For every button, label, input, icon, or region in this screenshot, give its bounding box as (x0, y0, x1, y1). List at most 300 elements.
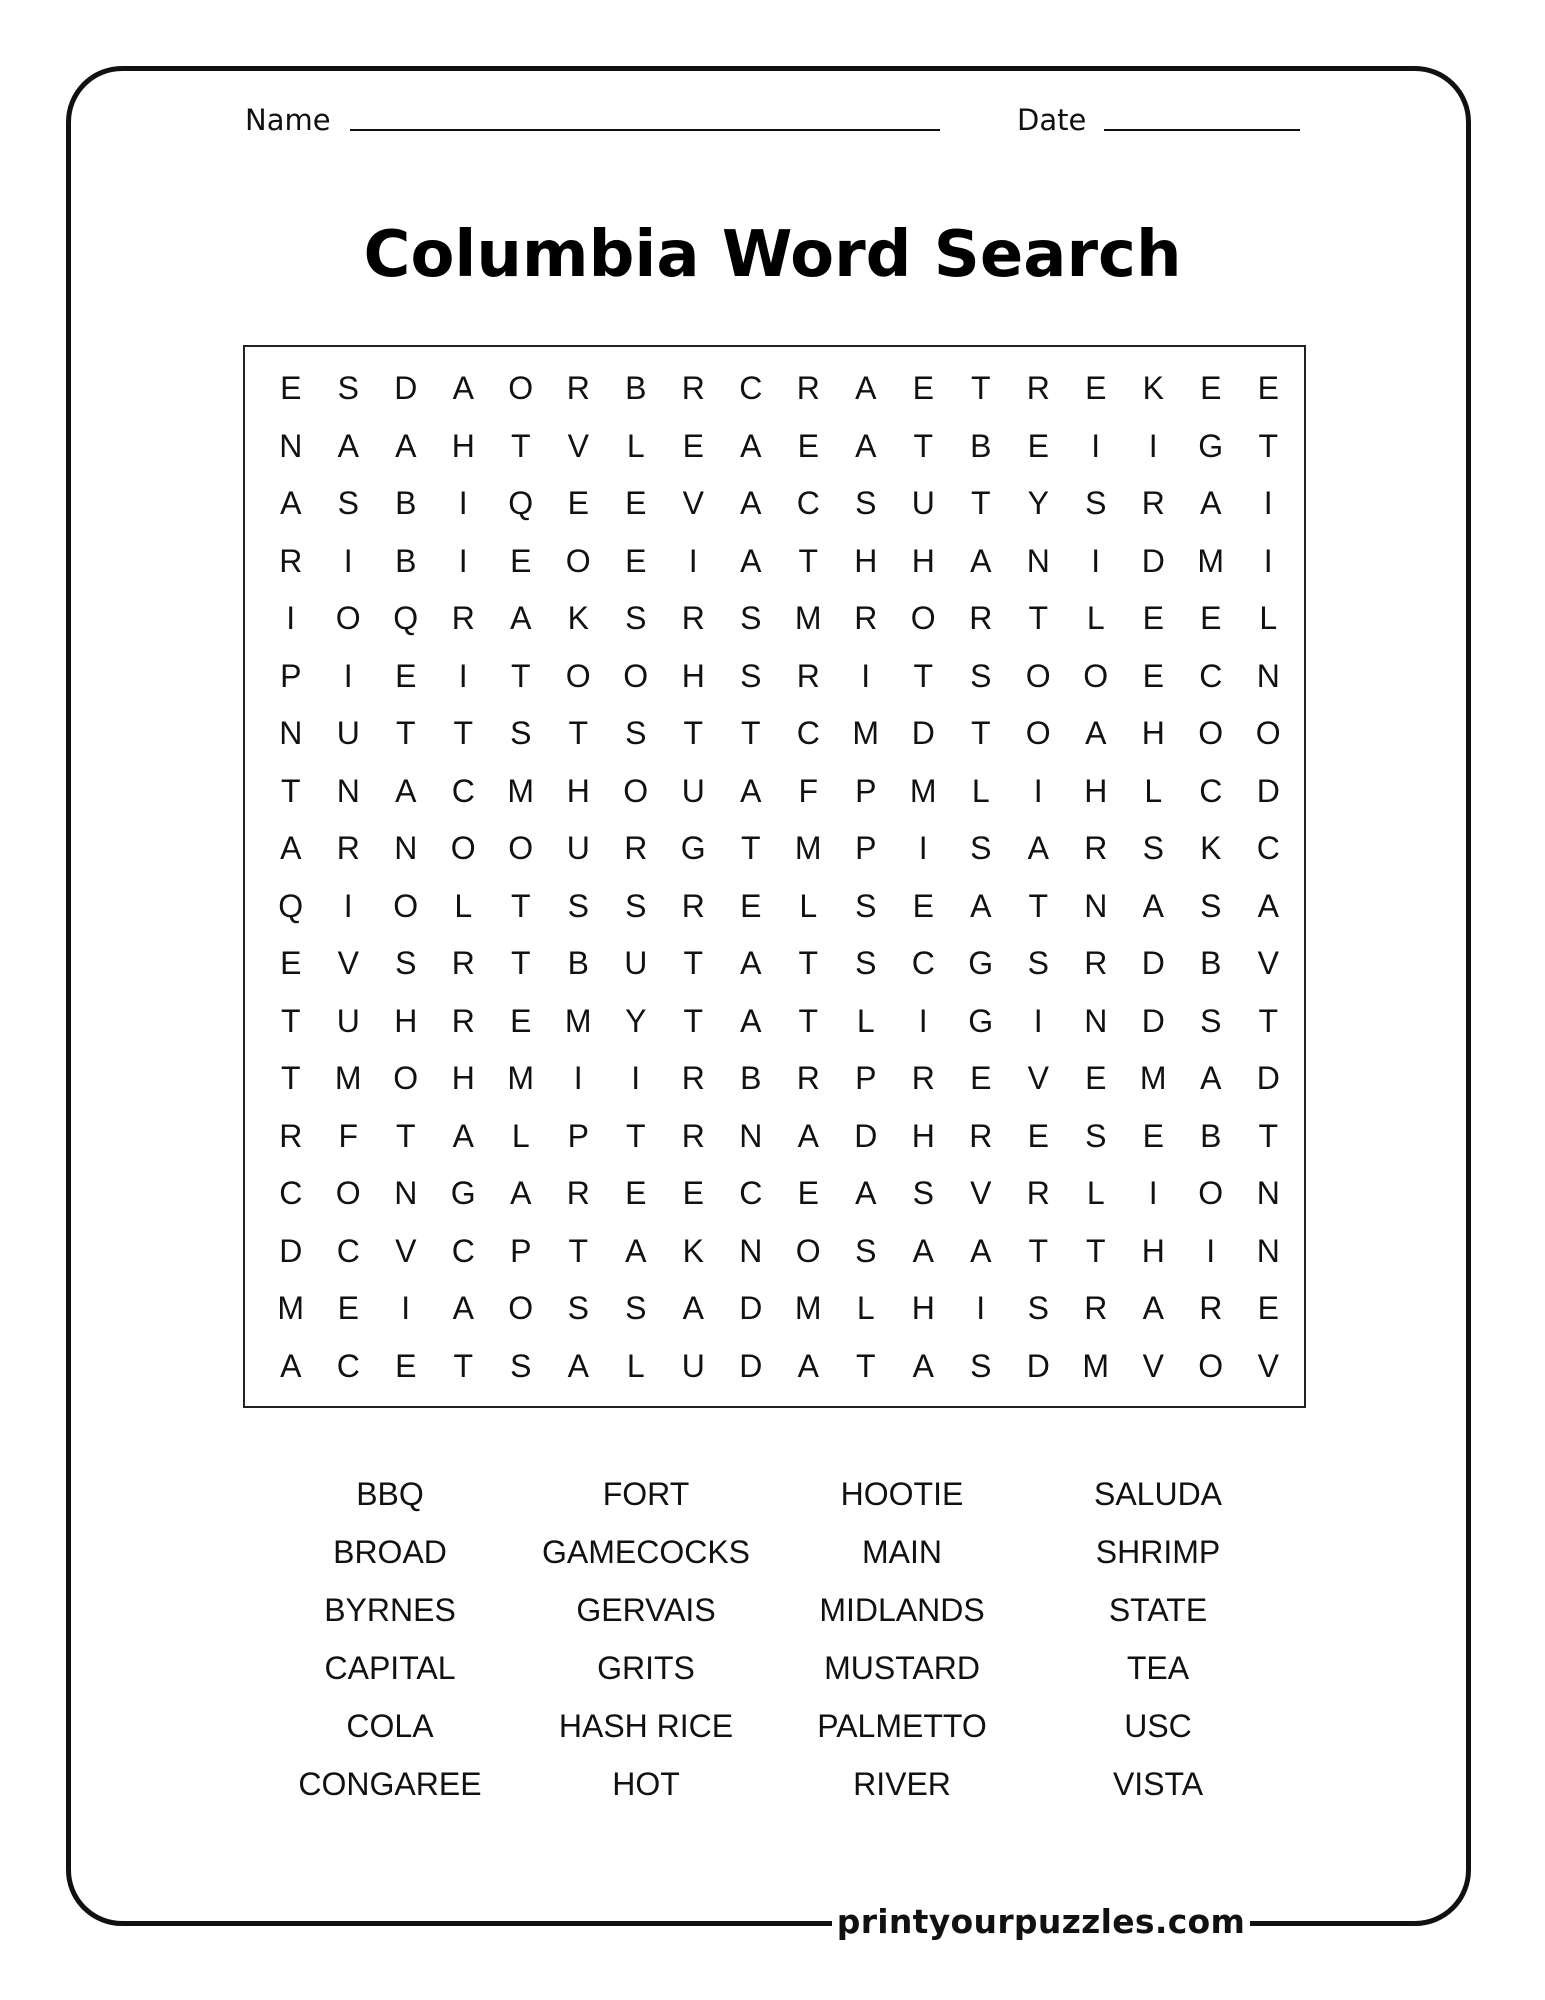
grid-cell[interactable]: C (279, 1175, 303, 1212)
grid-cell[interactable]: E (395, 657, 417, 694)
grid-cell[interactable]: M (277, 1290, 305, 1327)
grid-cell[interactable]: H (451, 1060, 475, 1097)
grid-cell[interactable]: D (394, 370, 418, 407)
grid-cell[interactable]: C (911, 945, 935, 982)
grid-cell[interactable]: A (855, 1175, 877, 1212)
grid-cell[interactable]: S (337, 370, 359, 407)
grid-cell[interactable]: T (280, 772, 301, 809)
grid-cell[interactable]: D (739, 1290, 763, 1327)
grid-cell[interactable]: S (567, 1290, 589, 1327)
grid-cell[interactable]: N (279, 715, 303, 752)
grid-cell[interactable]: I (688, 542, 698, 579)
grid-cell[interactable]: R (1199, 1290, 1223, 1327)
grid-cell[interactable]: M (334, 1060, 362, 1097)
grid-cell[interactable]: I (1033, 772, 1043, 809)
grid-cell[interactable]: P (510, 1232, 532, 1269)
grid-cell[interactable]: A (797, 1347, 819, 1384)
grid-cell[interactable]: T (1028, 600, 1049, 637)
grid-cell[interactable]: K (1142, 370, 1164, 407)
grid-cell[interactable]: T (1258, 1002, 1279, 1039)
grid-cell[interactable]: T (1028, 887, 1049, 924)
grid-cell[interactable]: I (976, 1290, 986, 1327)
grid-cell[interactable]: S (510, 715, 532, 752)
grid-cell[interactable]: E (682, 427, 704, 464)
grid-cell[interactable]: C (739, 370, 763, 407)
grid-cell[interactable]: R (451, 600, 475, 637)
grid-cell[interactable]: L (626, 1347, 645, 1384)
grid-cell[interactable]: M (507, 1060, 535, 1097)
grid-cell[interactable]: A (395, 772, 417, 809)
grid-cell[interactable]: I (458, 542, 468, 579)
grid-cell[interactable]: M (852, 715, 880, 752)
grid-cell[interactable]: K (1200, 830, 1222, 867)
grid-cell[interactable]: A (682, 1290, 704, 1327)
grid-cell[interactable]: E (682, 1175, 704, 1212)
grid-cell[interactable]: O (1025, 657, 1051, 694)
grid-cell[interactable]: A (740, 485, 762, 522)
grid-cell[interactable]: L (1259, 600, 1278, 637)
grid-cell[interactable]: E (337, 1290, 359, 1327)
grid-cell[interactable]: O (450, 830, 476, 867)
grid-cell[interactable]: U (681, 1347, 705, 1384)
grid-cell[interactable]: A (280, 485, 302, 522)
grid-cell[interactable]: A (1027, 830, 1049, 867)
grid-cell[interactable]: S (855, 1232, 877, 1269)
grid-cell[interactable]: S (855, 945, 877, 982)
grid-cell[interactable]: V (1027, 1060, 1049, 1097)
grid-cell[interactable]: I (1263, 542, 1273, 579)
grid-cell[interactable]: A (855, 427, 877, 464)
grid-cell[interactable]: A (740, 542, 762, 579)
grid-cell[interactable]: E (740, 887, 762, 924)
grid-cell[interactable]: E (1027, 1117, 1049, 1154)
grid-cell[interactable]: G (680, 830, 706, 867)
grid-cell[interactable]: E (625, 485, 647, 522)
grid-cell[interactable]: D (911, 715, 935, 752)
grid-cell[interactable]: E (280, 945, 302, 982)
grid-cell[interactable]: E (1200, 600, 1222, 637)
grid-cell[interactable]: N (1084, 1002, 1108, 1039)
grid-cell[interactable]: E (1200, 370, 1222, 407)
grid-cell[interactable]: R (969, 1117, 993, 1154)
grid-cell[interactable]: T (798, 542, 819, 579)
grid-cell[interactable]: L (856, 1290, 875, 1327)
grid-cell[interactable]: I (1263, 485, 1273, 522)
grid-cell[interactable]: I (1091, 427, 1101, 464)
grid-cell[interactable]: O (623, 772, 649, 809)
grid-cell[interactable]: R (566, 1175, 590, 1212)
grid-cell[interactable]: L (511, 1117, 530, 1154)
grid-cell[interactable]: Q (508, 485, 534, 522)
grid-cell[interactable]: S (337, 485, 359, 522)
grid-cell[interactable]: D (1141, 542, 1165, 579)
grid-cell[interactable]: K (682, 1232, 704, 1269)
grid-cell[interactable]: Q (278, 887, 304, 924)
grid-cell[interactable]: T (798, 945, 819, 982)
grid-cell[interactable]: E (625, 1175, 647, 1212)
grid-cell[interactable]: A (625, 1232, 647, 1269)
grid-cell[interactable]: C (1256, 830, 1280, 867)
grid-cell[interactable]: T (453, 715, 474, 752)
grid-cell[interactable]: A (740, 772, 762, 809)
grid-cell[interactable]: S (740, 657, 762, 694)
grid-cell[interactable]: B (970, 427, 992, 464)
grid-cell[interactable]: A (1085, 715, 1107, 752)
grid-cell[interactable]: D (1256, 772, 1280, 809)
grid-cell[interactable]: T (510, 427, 531, 464)
grid-cell[interactable]: T (1028, 1232, 1049, 1269)
grid-cell[interactable]: P (567, 1117, 589, 1154)
grid-cell[interactable]: K (567, 600, 589, 637)
grid-cell[interactable]: D (1141, 945, 1165, 982)
grid-cell[interactable]: H (1141, 1232, 1165, 1269)
grid-cell[interactable]: L (971, 772, 990, 809)
grid-cell[interactable]: I (343, 887, 353, 924)
grid-cell[interactable]: B (395, 542, 417, 579)
grid-cell[interactable]: O (1255, 715, 1281, 752)
grid-cell[interactable]: O (1025, 715, 1051, 752)
grid-cell[interactable]: A (452, 1290, 474, 1327)
grid-cell[interactable]: R (279, 542, 303, 579)
grid-cell[interactable]: I (573, 1060, 583, 1097)
grid-cell[interactable]: O (508, 370, 534, 407)
grid-cell[interactable]: B (1200, 945, 1222, 982)
grid-cell[interactable]: A (280, 1347, 302, 1384)
grid-cell[interactable]: M (794, 1290, 822, 1327)
grid-cell[interactable]: E (510, 542, 532, 579)
grid-cell[interactable]: R (451, 945, 475, 982)
grid-cell[interactable]: D (1256, 1060, 1280, 1097)
grid-cell[interactable]: M (507, 772, 535, 809)
grid-cell[interactable]: D (1026, 1347, 1050, 1384)
grid-cell[interactable]: A (1142, 1290, 1164, 1327)
grid-cell[interactable]: O (565, 542, 591, 579)
grid-cell[interactable]: M (909, 772, 937, 809)
grid-cell[interactable]: H (1084, 772, 1108, 809)
grid-cell[interactable]: T (1258, 1117, 1279, 1154)
grid-cell[interactable]: S (855, 887, 877, 924)
grid-cell[interactable]: R (1026, 1175, 1050, 1212)
grid-cell[interactable]: U (336, 1002, 360, 1039)
grid-cell[interactable]: H (911, 1290, 935, 1327)
grid-cell[interactable]: R (1026, 370, 1050, 407)
grid-cell[interactable]: E (1027, 427, 1049, 464)
grid-cell[interactable]: H (911, 1117, 935, 1154)
grid-cell[interactable]: O (335, 1175, 361, 1212)
grid-cell[interactable]: C (1199, 772, 1223, 809)
grid-cell[interactable]: I (918, 1002, 928, 1039)
grid-cell[interactable]: L (1144, 772, 1163, 809)
grid-cell[interactable]: D (739, 1347, 763, 1384)
grid-cell[interactable]: A (740, 945, 762, 982)
grid-cell[interactable]: M (1082, 1347, 1110, 1384)
grid-cell[interactable]: A (510, 600, 532, 637)
grid-cell[interactable]: G (1198, 427, 1224, 464)
grid-cell[interactable]: T (970, 715, 991, 752)
grid-cell[interactable]: A (740, 427, 762, 464)
grid-cell[interactable]: S (625, 600, 647, 637)
grid-cell[interactable]: S (970, 1347, 992, 1384)
grid-cell[interactable]: N (1084, 887, 1108, 924)
grid-cell[interactable]: C (796, 715, 820, 752)
grid-cell[interactable]: C (796, 485, 820, 522)
grid-cell[interactable]: O (565, 657, 591, 694)
grid-cell[interactable]: R (279, 1117, 303, 1154)
grid-cell[interactable]: L (856, 1002, 875, 1039)
grid-cell[interactable]: S (625, 715, 647, 752)
grid-cell[interactable]: I (343, 542, 353, 579)
grid-cell[interactable]: S (1027, 1290, 1049, 1327)
grid-cell[interactable]: U (336, 715, 360, 752)
grid-cell[interactable]: B (740, 1060, 762, 1097)
grid-cell[interactable]: B (1200, 1117, 1222, 1154)
grid-cell[interactable]: R (1141, 485, 1165, 522)
grid-cell[interactable]: E (912, 887, 934, 924)
grid-cell[interactable]: S (567, 887, 589, 924)
grid-cell[interactable]: N (1256, 657, 1280, 694)
grid-cell[interactable]: A (452, 1117, 474, 1154)
grid-cell[interactable]: E (625, 542, 647, 579)
grid-cell[interactable]: I (631, 1060, 641, 1097)
grid-cell[interactable]: A (970, 542, 992, 579)
grid-cell[interactable]: O (1198, 1175, 1224, 1212)
grid-cell[interactable]: F (338, 1117, 359, 1154)
grid-cell[interactable]: R (854, 600, 878, 637)
grid-cell[interactable]: I (918, 830, 928, 867)
grid-cell[interactable]: A (970, 887, 992, 924)
grid-cell[interactable]: E (1142, 657, 1164, 694)
grid-cell[interactable]: E (395, 1347, 417, 1384)
grid-cell[interactable]: T (280, 1002, 301, 1039)
grid-cell[interactable]: R (796, 1060, 820, 1097)
grid-cell[interactable]: T (395, 1117, 416, 1154)
grid-cell[interactable]: T (395, 715, 416, 752)
grid-cell[interactable]: O (910, 600, 936, 637)
grid-cell[interactable]: R (1084, 830, 1108, 867)
grid-cell[interactable]: R (969, 600, 993, 637)
grid-cell[interactable]: O (393, 1060, 419, 1097)
grid-cell[interactable]: B (567, 945, 589, 982)
grid-cell[interactable]: U (911, 485, 935, 522)
grid-cell[interactable]: N (739, 1232, 763, 1269)
grid-cell[interactable]: A (855, 370, 877, 407)
grid-cell[interactable]: R (566, 370, 590, 407)
grid-cell[interactable]: Q (393, 600, 419, 637)
grid-cell[interactable]: N (1256, 1175, 1280, 1212)
grid-cell[interactable]: D (854, 1117, 878, 1154)
grid-cell[interactable]: G (450, 1175, 476, 1212)
grid-cell[interactable]: S (395, 945, 417, 982)
grid-cell[interactable]: C (336, 1232, 360, 1269)
grid-cell[interactable]: M (794, 830, 822, 867)
grid-cell[interactable]: R (796, 657, 820, 694)
grid-cell[interactable]: L (1086, 1175, 1105, 1212)
grid-cell[interactable]: E (1085, 1060, 1107, 1097)
grid-cell[interactable]: I (861, 657, 871, 694)
grid-cell[interactable]: R (1084, 1290, 1108, 1327)
grid-cell[interactable]: S (855, 485, 877, 522)
grid-cell[interactable]: S (912, 1175, 934, 1212)
grid-cell[interactable]: G (968, 945, 994, 982)
grid-cell[interactable]: T (510, 657, 531, 694)
grid-cell[interactable]: V (1257, 1347, 1279, 1384)
grid-cell[interactable]: T (1085, 1232, 1106, 1269)
grid-cell[interactable]: H (451, 427, 475, 464)
grid-cell[interactable]: S (1200, 887, 1222, 924)
grid-cell[interactable]: G (968, 1002, 994, 1039)
grid-cell[interactable]: A (912, 1232, 934, 1269)
grid-cell[interactable]: R (911, 1060, 935, 1097)
grid-cell[interactable]: N (1026, 542, 1050, 579)
grid-cell[interactable]: A (567, 1347, 589, 1384)
grid-cell[interactable]: O (1083, 657, 1109, 694)
grid-cell[interactable]: O (623, 657, 649, 694)
grid-cell[interactable]: E (1257, 370, 1279, 407)
grid-cell[interactable]: T (1258, 427, 1279, 464)
grid-cell[interactable]: E (970, 1060, 992, 1097)
grid-cell[interactable]: N (394, 1175, 418, 1212)
grid-cell[interactable]: A (1257, 887, 1279, 924)
grid-cell[interactable]: I (1148, 427, 1158, 464)
grid-cell[interactable]: I (1091, 542, 1101, 579)
grid-cell[interactable]: A (912, 1347, 934, 1384)
grid-cell[interactable]: O (335, 600, 361, 637)
grid-cell[interactable]: M (794, 600, 822, 637)
grid-cell[interactable]: N (1256, 1232, 1280, 1269)
grid-cell[interactable]: H (394, 1002, 418, 1039)
grid-cell[interactable]: S (1085, 485, 1107, 522)
grid-cell[interactable]: I (458, 485, 468, 522)
grid-cell[interactable]: V (337, 945, 359, 982)
grid-cell[interactable]: M (1197, 542, 1225, 579)
grid-cell[interactable]: I (286, 600, 296, 637)
grid-cell[interactable]: E (1257, 1290, 1279, 1327)
grid-cell[interactable]: A (337, 427, 359, 464)
grid-cell[interactable]: S (1085, 1117, 1107, 1154)
grid-cell[interactable]: T (683, 715, 704, 752)
grid-cell[interactable]: P (855, 1060, 877, 1097)
grid-cell[interactable]: E (797, 1175, 819, 1212)
grid-cell[interactable]: R (681, 370, 705, 407)
grid-cell[interactable]: M (1139, 1060, 1167, 1097)
date-field-line[interactable] (1104, 129, 1300, 131)
grid-cell[interactable]: I (1206, 1232, 1216, 1269)
grid-cell[interactable]: A (970, 1232, 992, 1269)
grid-cell[interactable]: S (510, 1347, 532, 1384)
grid-cell[interactable]: U (624, 945, 648, 982)
grid-cell[interactable]: F (798, 772, 819, 809)
grid-cell[interactable]: I (1148, 1175, 1158, 1212)
grid-cell[interactable]: I (343, 657, 353, 694)
grid-cell[interactable]: S (1200, 1002, 1222, 1039)
grid-cell[interactable]: T (683, 1002, 704, 1039)
grid-cell[interactable]: R (681, 887, 705, 924)
grid-cell[interactable]: L (799, 887, 818, 924)
grid-cell[interactable]: P (855, 772, 877, 809)
grid-cell[interactable]: A (280, 830, 302, 867)
grid-cell[interactable]: B (625, 370, 647, 407)
grid-cell[interactable]: O (393, 887, 419, 924)
grid-cell[interactable]: C (451, 1232, 475, 1269)
grid-cell[interactable]: B (395, 485, 417, 522)
grid-cell[interactable]: R (336, 830, 360, 867)
grid-cell[interactable]: N (394, 830, 418, 867)
grid-cell[interactable]: E (510, 1002, 532, 1039)
grid-cell[interactable]: M (564, 1002, 592, 1039)
grid-cell[interactable]: N (739, 1117, 763, 1154)
grid-cell[interactable]: E (912, 370, 934, 407)
grid-cell[interactable]: S (625, 887, 647, 924)
grid-cell[interactable]: P (280, 657, 302, 694)
grid-cell[interactable]: L (626, 427, 645, 464)
grid-cell[interactable]: O (508, 1290, 534, 1327)
grid-cell[interactable]: A (1142, 887, 1164, 924)
grid-cell[interactable]: A (1200, 1060, 1222, 1097)
grid-cell[interactable]: T (683, 945, 704, 982)
grid-cell[interactable]: T (510, 887, 531, 924)
grid-cell[interactable]: R (624, 830, 648, 867)
grid-cell[interactable]: A (510, 1175, 532, 1212)
grid-cell[interactable]: P (855, 830, 877, 867)
grid-cell[interactable]: I (401, 1290, 411, 1327)
grid-cell[interactable]: T (970, 370, 991, 407)
grid-cell[interactable]: O (795, 1232, 821, 1269)
grid-cell[interactable]: L (454, 887, 473, 924)
grid-cell[interactable]: T (740, 715, 761, 752)
grid-cell[interactable]: U (681, 772, 705, 809)
grid-cell[interactable]: O (1198, 1347, 1224, 1384)
grid-cell[interactable]: S (740, 600, 762, 637)
grid-cell[interactable]: O (1198, 715, 1224, 752)
grid-cell[interactable]: H (1141, 715, 1165, 752)
grid-cell[interactable]: D (279, 1232, 303, 1269)
grid-cell[interactable]: V (1257, 945, 1279, 982)
grid-cell[interactable]: R (681, 1060, 705, 1097)
grid-cell[interactable]: S (1027, 945, 1049, 982)
grid-cell[interactable]: T (568, 715, 589, 752)
grid-cell[interactable]: V (1142, 1347, 1164, 1384)
grid-cell[interactable]: R (1084, 945, 1108, 982)
grid-cell[interactable]: A (395, 427, 417, 464)
grid-cell[interactable]: A (1200, 485, 1222, 522)
grid-cell[interactable]: I (458, 657, 468, 694)
grid-cell[interactable]: A (740, 1002, 762, 1039)
grid-cell[interactable]: Y (1027, 485, 1049, 522)
grid-cell[interactable]: V (970, 1175, 992, 1212)
grid-cell[interactable]: S (1142, 830, 1164, 867)
grid-cell[interactable]: C (451, 772, 475, 809)
grid-cell[interactable]: T (453, 1347, 474, 1384)
grid-cell[interactable]: H (854, 542, 878, 579)
grid-cell[interactable]: T (568, 1232, 589, 1269)
grid-cell[interactable]: E (1085, 370, 1107, 407)
grid-cell[interactable]: A (797, 1117, 819, 1154)
grid-cell[interactable]: E (567, 485, 589, 522)
grid-cell[interactable]: T (740, 830, 761, 867)
grid-cell[interactable]: C (739, 1175, 763, 1212)
grid-cell[interactable]: R (796, 370, 820, 407)
grid-cell[interactable]: H (566, 772, 590, 809)
grid-cell[interactable]: R (681, 600, 705, 637)
grid-cell[interactable]: V (567, 427, 589, 464)
grid-cell[interactable]: T (798, 1002, 819, 1039)
grid-cell[interactable]: S (970, 830, 992, 867)
grid-cell[interactable]: H (681, 657, 705, 694)
grid-cell[interactable]: T (855, 1347, 876, 1384)
grid-cell[interactable]: Y (625, 1002, 647, 1039)
grid-cell[interactable]: N (279, 427, 303, 464)
grid-cell[interactable]: C (1199, 657, 1223, 694)
